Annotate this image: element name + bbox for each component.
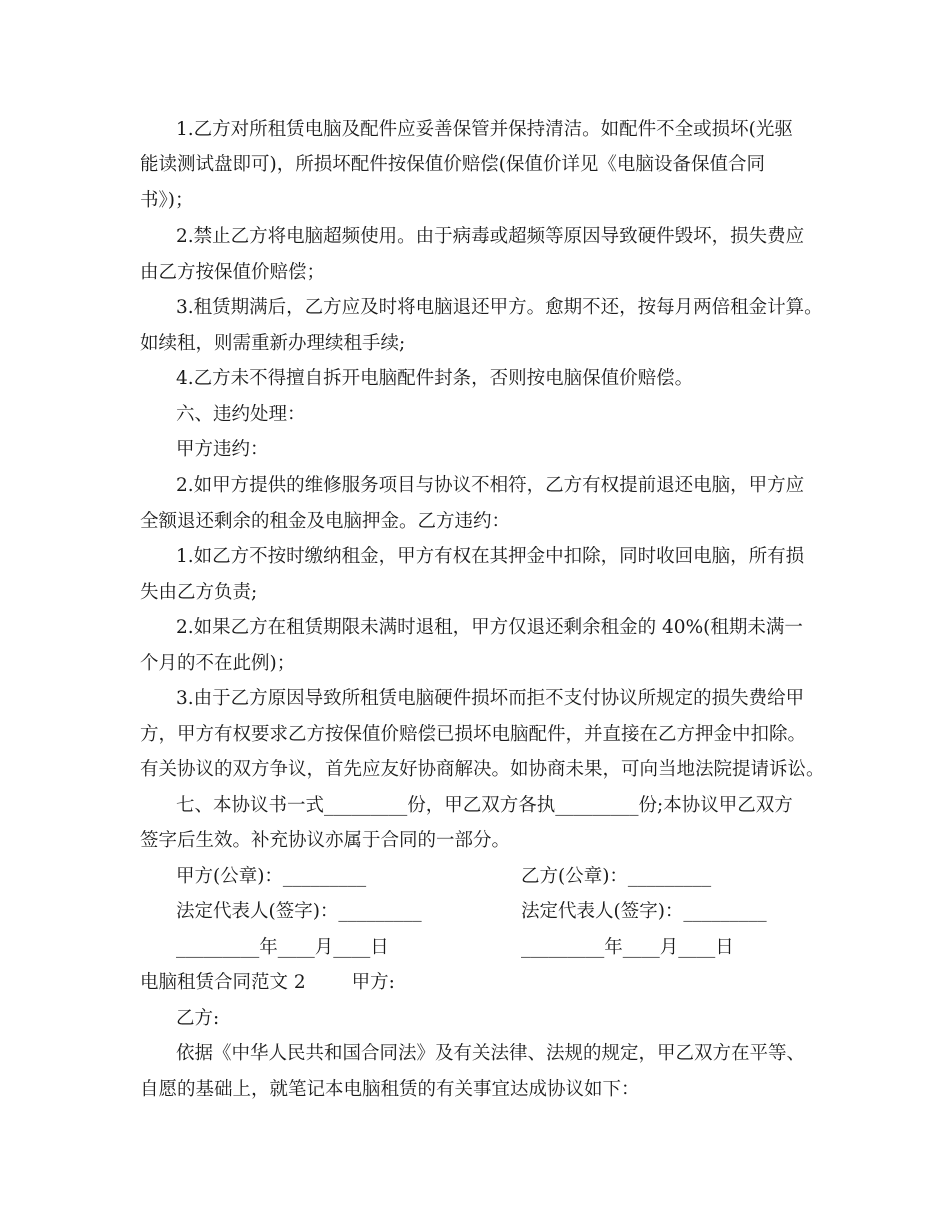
clause6-party-a-heading: 甲方违约： — [176, 439, 269, 460]
clause6-b-item1-line1: 1.如乙方不按时缴纳租金，甲方有权在其押金中扣除，同时收回电脑，所有损 — [176, 546, 805, 567]
party-a-seal: 甲方(公章)：_________ — [176, 866, 367, 887]
clause6-a-item2-line2: 全额退还剩余的租金及电脑押金。乙方违约： — [140, 511, 511, 532]
clause5-item1-line2: 能读测试盘即可)，所损坏配件按保值价赔偿(保值价详见《电脑设备保值合同 — [140, 154, 765, 175]
second-contract-heading-line — [140, 971, 395, 995]
party-b-representative: 法定代表人(签字)：_________ — [521, 901, 767, 922]
clause6-b-item2-line2: 个月的不在此例)； — [140, 653, 296, 674]
clause5-item4: 4.乙方未不得擅自拆开电脑配件封条，否则按电脑保值价赔偿。 — [176, 368, 694, 389]
party-b-date: _________年____月____日 — [521, 937, 734, 958]
second-contract-preamble-line2: 自愿的基础上，就笔记本电脑租赁的有关事宜达成协议如下： — [140, 1079, 640, 1100]
clause6-b-item3-line2: 方，甲方有权要求乙方按保值价赔偿已损坏电脑配件，并直接在乙方押金中扣除。 — [140, 724, 807, 745]
clause5-item3-line1: 3.租赁期满后，乙方应及时将电脑退还甲方。愈期不还，按每月两倍租金计算。 — [176, 297, 823, 318]
clause5-item2-line1: 2.禁止乙方将电脑超频使用。由于病毒或超频等原因导致硬件毁坏，损失费应 — [176, 226, 805, 247]
clause7-line2: 签字后生效。补充协议亦属于合同的一部分。 — [140, 830, 511, 851]
clause5-item1-line3: 书》)； — [140, 190, 194, 211]
clause6-b-item3-line1: 3.由于乙方原因导致所租赁电脑硬件损坏而拒不支付协议所规定的损失费给甲 — [176, 688, 805, 709]
clause6-heading: 六、违约处理： — [176, 404, 306, 425]
clause5-item3-line2: 如续租，则需重新办理续租手续; — [140, 333, 406, 354]
clause6-a-item2-line1: 2.如甲方提供的维修服务项目与协议不相符，乙方有权提前退还电脑，甲方应 — [176, 475, 805, 496]
party-a-representative: 法定代表人(签字)：_________ — [176, 901, 422, 922]
second-contract-preamble-line1: 依据《中华人民共和国合同法》及有关法律、法规的规定，甲乙双方在平等、 — [176, 1043, 806, 1064]
clause7-line1: 七、本协议书一式_________份，甲乙双方各执_________份;本协议甲乙双方 — [176, 795, 793, 816]
clause6-b-item2-line1: 2.如果乙方在租赁期限未满时退租，甲方仅退还剩余租金的 40%(租期未满一 — [176, 617, 803, 638]
clause6-b-item3-line3: 有关协议的双方争议，首先应友好协商解决。如协商未果，可向当地法院提请诉讼。 — [140, 759, 825, 780]
second-contract-party-a: 甲方: — [351, 972, 395, 993]
clause6-b-item1-line2: 失由乙方负责; — [140, 582, 258, 603]
second-contract-party-b: 乙方: — [176, 1008, 220, 1029]
second-contract-title: 电脑租赁合同范文 2 — [140, 972, 306, 993]
party-a-date: _________年____月____日 — [176, 937, 389, 958]
party-b-seal: 乙方(公章)：_________ — [521, 866, 712, 887]
clause5-item2-line2: 由乙方按保值价赔偿； — [140, 262, 326, 283]
clause5-item1-line1: 1.乙方对所租赁电脑及配件应妥善保管并保持清洁。如配件不全或损坏(光驱 — [176, 119, 793, 140]
